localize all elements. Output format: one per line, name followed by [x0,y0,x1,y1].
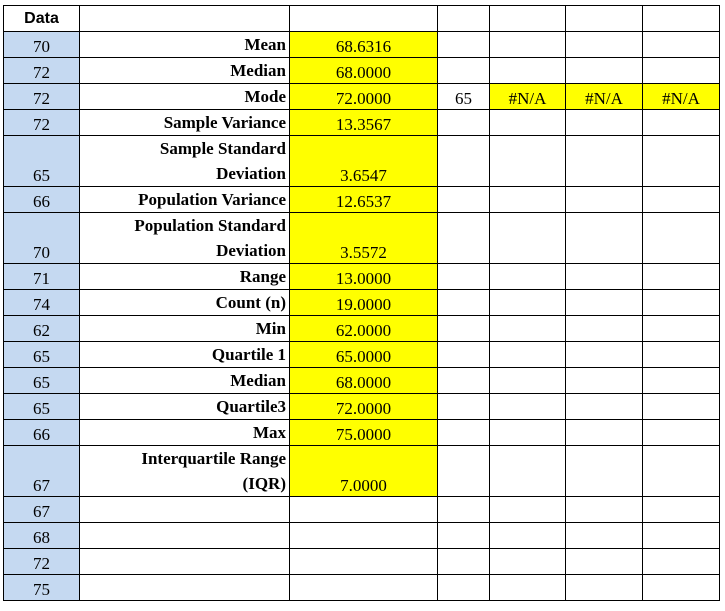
stat-label-cell[interactable]: Sample Variance [80,110,290,136]
empty-cell[interactable] [438,575,490,601]
empty-cell[interactable] [438,316,490,342]
mode-extra-cell[interactable]: 65 [438,84,490,110]
empty-cell[interactable] [566,290,643,316]
table-row [4,446,720,497]
data-value-cell[interactable]: 70 [4,213,80,264]
stat-label-line2: (IQR) [242,474,286,493]
empty-cell[interactable] [490,394,566,420]
empty-cell[interactable] [290,6,438,32]
stat-label-cell[interactable] [80,213,290,264]
stat-label-line2: Deviation [216,241,286,260]
header-row [4,6,720,32]
empty-cell[interactable] [490,342,566,368]
data-value-cell[interactable]: 68 [4,523,80,549]
data-value-cell[interactable]: 67 [4,446,80,497]
table-row [4,420,720,446]
empty-cell[interactable] [438,549,490,575]
stat-value-cell[interactable]: 72.0000 [290,394,438,420]
stat-label-line1: Sample Standard [159,139,286,158]
empty-cell[interactable] [566,523,643,549]
empty-cell[interactable] [438,342,490,368]
empty-cell[interactable] [566,342,643,368]
empty-cell[interactable] [643,549,720,575]
table-row [4,342,720,368]
empty-cell[interactable] [290,497,438,523]
empty-cell[interactable] [490,420,566,446]
stat-label-cell[interactable]: Mean [80,32,290,58]
empty-cell[interactable] [438,394,490,420]
empty-cell[interactable] [438,446,490,497]
empty-cell[interactable] [438,136,490,187]
stat-label-cell[interactable]: Max [80,420,290,446]
empty-cell[interactable] [438,523,490,549]
empty-cell[interactable] [490,32,566,58]
empty-cell[interactable] [490,136,566,187]
table-row [4,32,720,58]
table-row [4,523,720,549]
empty-cell[interactable] [566,575,643,601]
stat-label-cell[interactable]: Median [80,368,290,394]
stat-value-cell[interactable]: 3.6547 [290,136,438,187]
empty-cell[interactable] [438,32,490,58]
data-value-cell[interactable]: 65 [4,136,80,187]
empty-cell[interactable] [438,58,490,84]
mode-extra-cell[interactable]: #N/A [490,84,566,110]
stat-value-cell[interactable]: 68.0000 [290,368,438,394]
empty-cell[interactable] [80,575,290,601]
data-value-cell[interactable]: 65 [4,342,80,368]
empty-cell[interactable] [643,264,720,290]
empty-cell[interactable] [566,497,643,523]
mode-extra-cell[interactable]: #N/A [643,84,720,110]
empty-cell[interactable] [566,549,643,575]
empty-cell[interactable] [438,368,490,394]
empty-cell[interactable] [643,394,720,420]
mode-extra-cell[interactable]: #N/A [566,84,643,110]
data-value-cell[interactable]: 75 [4,575,80,601]
table-row [4,264,720,290]
empty-cell[interactable] [438,290,490,316]
empty-cell[interactable] [643,523,720,549]
empty-cell[interactable] [566,446,643,497]
empty-cell[interactable] [490,213,566,264]
empty-cell[interactable] [566,136,643,187]
empty-cell[interactable] [490,523,566,549]
stat-value-cell[interactable]: 12.6537 [290,187,438,213]
empty-cell[interactable] [643,446,720,497]
empty-cell[interactable] [290,549,438,575]
data-value-cell[interactable]: 62 [4,316,80,342]
empty-cell[interactable] [643,497,720,523]
table-row [4,549,720,575]
empty-cell[interactable] [290,523,438,549]
empty-cell[interactable] [566,213,643,264]
empty-cell[interactable] [80,6,290,32]
table-row [4,290,720,316]
empty-cell[interactable] [80,497,290,523]
stat-label-cell[interactable]: Mode [80,84,290,110]
empty-cell[interactable] [490,110,566,136]
empty-cell[interactable] [438,497,490,523]
empty-cell[interactable] [643,342,720,368]
stat-value-cell[interactable]: 19.0000 [290,290,438,316]
table-row [4,187,720,213]
data-value-cell[interactable]: 66 [4,187,80,213]
stat-label-cell[interactable]: Range [80,264,290,290]
empty-cell[interactable] [490,290,566,316]
empty-cell[interactable] [566,368,643,394]
table-row [4,368,720,394]
empty-cell[interactable] [290,575,438,601]
table-row [4,394,720,420]
data-value-cell[interactable]: 65 [4,368,80,394]
empty-cell[interactable] [80,523,290,549]
stat-label-cell[interactable] [80,446,290,497]
empty-cell[interactable] [566,316,643,342]
spreadsheet-table [3,5,720,601]
stat-label-line1: Population Standard [134,216,286,235]
stat-value-cell[interactable]: 7.0000 [290,446,438,497]
empty-cell[interactable] [490,497,566,523]
stat-value-cell[interactable]: 68.6316 [290,32,438,58]
empty-cell[interactable] [490,58,566,84]
data-value-cell[interactable]: 66 [4,420,80,446]
empty-cell[interactable] [438,6,490,32]
table-row [4,84,720,110]
empty-cell[interactable] [643,290,720,316]
stat-value-cell[interactable]: 62.0000 [290,316,438,342]
table-row [4,110,720,136]
stat-label-cell[interactable] [80,136,290,187]
empty-cell[interactable] [566,6,643,32]
empty-cell[interactable] [566,187,643,213]
data-value-cell[interactable]: 65 [4,394,80,420]
stat-label-line2: Deviation [216,164,286,183]
empty-cell[interactable] [438,264,490,290]
stat-value-cell[interactable]: 13.3567 [290,110,438,136]
empty-cell[interactable] [566,58,643,84]
data-value-cell[interactable]: 70 [4,32,80,58]
empty-cell[interactable] [643,6,720,32]
empty-cell[interactable] [438,213,490,264]
stat-label-line1: Interquartile Range [141,449,286,468]
table-row [4,316,720,342]
data-value-cell[interactable]: 67 [4,497,80,523]
empty-cell[interactable] [566,32,643,58]
stat-value-cell[interactable]: 13.0000 [290,264,438,290]
empty-cell[interactable] [566,420,643,446]
empty-cell[interactable] [643,213,720,264]
data-value-cell[interactable]: 71 [4,264,80,290]
empty-cell[interactable] [643,368,720,394]
empty-cell[interactable] [490,549,566,575]
stat-label-cell[interactable]: Min [80,316,290,342]
empty-cell[interactable] [643,575,720,601]
data-header-cell[interactable]: Data [4,6,80,32]
table-row [4,213,720,264]
data-value-cell[interactable]: 72 [4,84,80,110]
empty-cell[interactable] [643,58,720,84]
empty-cell[interactable] [80,549,290,575]
stat-label-cell[interactable]: Count (n) [80,290,290,316]
data-value-cell[interactable]: 72 [4,58,80,84]
stat-value-cell[interactable]: 3.5572 [290,213,438,264]
table-row [4,58,720,84]
table-row [4,136,720,187]
table-row [4,575,720,601]
empty-cell[interactable] [490,316,566,342]
empty-cell[interactable] [643,32,720,58]
stat-label-cell[interactable]: Quartile 1 [80,342,290,368]
empty-cell[interactable] [490,264,566,290]
empty-cell[interactable] [566,110,643,136]
empty-cell[interactable] [643,316,720,342]
stat-label-cell[interactable]: Population Variance [80,187,290,213]
empty-cell[interactable] [490,187,566,213]
empty-cell[interactable] [643,187,720,213]
empty-cell[interactable] [490,575,566,601]
empty-cell[interactable] [643,110,720,136]
empty-cell[interactable] [438,187,490,213]
data-value-cell[interactable]: 72 [4,110,80,136]
stat-value-cell[interactable]: 75.0000 [290,420,438,446]
data-value-cell[interactable]: 74 [4,290,80,316]
stat-value-cell[interactable]: 65.0000 [290,342,438,368]
empty-cell[interactable] [643,136,720,187]
stat-label-cell[interactable]: Quartile3 [80,394,290,420]
empty-cell[interactable] [566,264,643,290]
empty-cell[interactable] [490,6,566,32]
empty-cell[interactable] [490,368,566,394]
empty-cell[interactable] [438,110,490,136]
empty-cell[interactable] [438,420,490,446]
empty-cell[interactable] [566,394,643,420]
table-row [4,497,720,523]
stat-value-cell[interactable]: 72.0000 [290,84,438,110]
data-value-cell[interactable]: 72 [4,549,80,575]
stat-label-cell[interactable]: Median [80,58,290,84]
stat-value-cell[interactable]: 68.0000 [290,58,438,84]
empty-cell[interactable] [643,420,720,446]
empty-cell[interactable] [490,446,566,497]
